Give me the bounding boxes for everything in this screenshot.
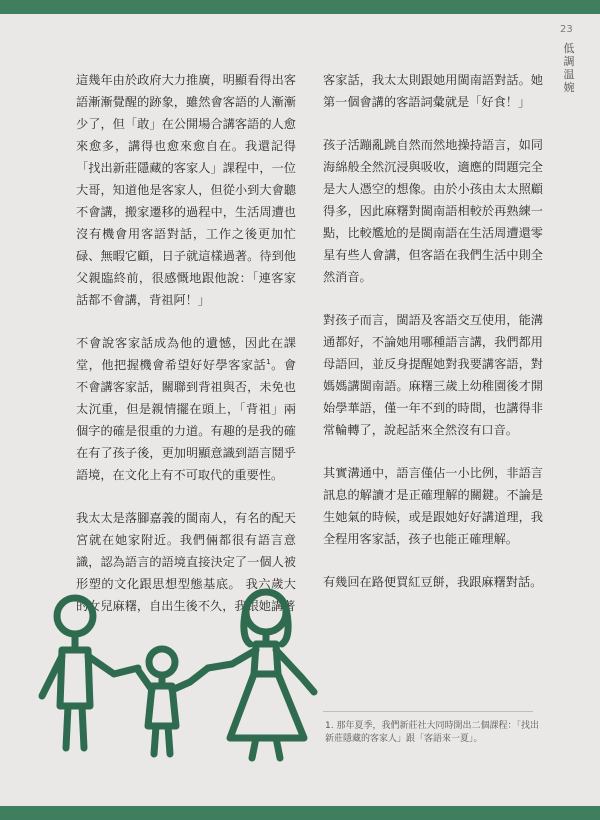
right-paragraph-2: 孩子活蹦亂跳自然而然地操持語言，如同海綿般全然沉浸與吸收，適應的問題完全是大人憑空的想像。由於小孩由太太照顧得多，因此麻糬對閩南語相較於再熟練一點，比較尷尬的是閩南語在生活周遭還零星有些人會講，但客語在我們生活中則全然消音。: [323, 138, 543, 284]
left-paragraph-1: 這幾年由於政府大力推廣，明顯看得出客語漸漸覺醒的跡象，雖然會客語的人漸漸少了，但「敢」在公開場合講客語的人愈來愈多，講得也愈來愈自在。我還記得「找出新莊隱藏的客家人」課程中，一位大哥，知道他是客家人，但從小到大會聽不會講，搬家遷移的過程中，生活周遭也沒有機會用客語對話，工作之後更加忙碌、無暇它顧，日子就這樣過著。待到他父親臨終前，很感慨地跟他說：「連客家話都不會講，背祖阿！」: [76, 73, 296, 307]
left-paragraph-2: [76, 332, 296, 486]
bottom-color-band: [0, 806, 600, 820]
footnote-marker[interactable]: 1: [266, 357, 271, 366]
footnote-divider: [323, 711, 533, 712]
right-text-column: [323, 69, 543, 593]
father-figure: [42, 598, 138, 748]
left-paragraph-3: 我太太是落腳嘉義的閩南人，有名的配天宮就在她家附近。我們倆都很有語言意識，認為語言的語境直接決定了一個人被形塑的文化跟思想型態基底。 我六歲大的女兒麻糬，自出生後不久，我跟她講著: [76, 511, 296, 613]
paragraph-2-text-a: 不會說客家話成為他的遺憾，因此在課堂，他把握機會希望好好學客家話: [76, 336, 296, 372]
left-text-column: [76, 69, 296, 617]
child-figure: [138, 649, 208, 754]
family-chalk-drawing: [30, 578, 322, 764]
section-title-vertical: 低調温婉: [563, 42, 575, 94]
paragraph-2-text-b: 。會不會講客家話，關聯到背祖與否，未免也太沉重，但是親情擺在頭上，「背祖」兩個字的確是很重的力道。有趣的是我的確在有了孩子後，更加明顯意識到語言鬩乎語境，在文化上有不可取代的重要性。: [76, 358, 297, 482]
right-paragraph-3: 對孩子而言，閩語及客語交互使用，能溝通都好，不論她用哪種語言講，我們都用母語回，並反身提醒她對我要講客語，對媽媽講閩南語。麻糬三歲上幼稚園後才開始學華語，僅一年不到的時間，也講得非常輪轉了，說起話來全然沒有口音。: [323, 313, 543, 437]
footnote-text: 1. 那年夏季，我們新莊社大同時開出二個課程：「找出新莊隱藏的客家人」跟「客語來一夏」。: [325, 721, 539, 744]
page-number: 23: [560, 24, 573, 35]
mother-figure: [208, 592, 314, 758]
right-paragraph-1: 客家話，我太太則跟她用閩南語對話。她第一個會講的客語詞彙就是「好食！」: [323, 73, 543, 109]
top-color-band: [0, 0, 600, 14]
right-paragraph-4: 其實溝通中，語言僅佔一小比例，非語言訊息的解讀才是正確理解的關鍵。不論是生她氣的時候，或是跟她好好講道理，我全程用客家話，孩子也能正確理解。: [323, 466, 543, 546]
right-paragraph-5: 有幾回在路便買紅豆餅，我跟麻糬對話。: [323, 575, 543, 589]
